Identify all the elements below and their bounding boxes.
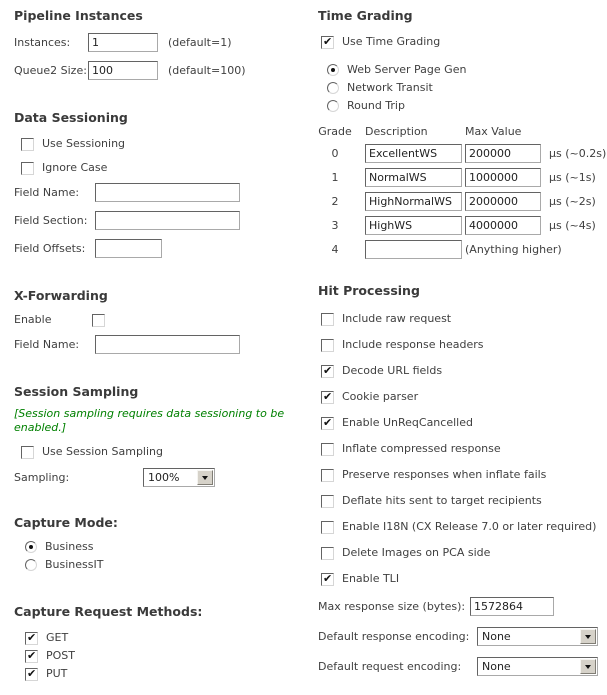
preserve-responses-checkbox[interactable]: [321, 469, 334, 482]
grade-1-max-input[interactable]: [465, 168, 541, 187]
method-get-checkbox[interactable]: [25, 632, 38, 645]
enable-i18n-label: Enable I18N (CX Release 7.0 or later required): [342, 520, 597, 533]
use-sessioning-label: Use Sessioning: [42, 137, 126, 150]
grade-0-unit: µs (~0.2s): [549, 146, 607, 160]
section-title-data-sessioning: Data Sessioning: [14, 110, 128, 125]
field-name-row: [14, 183, 312, 202]
cookie-parser-label: Cookie parser: [342, 390, 419, 403]
enable-unreqcancelled-label: Enable UnReqCancelled: [342, 416, 473, 429]
grade-0-number: 0: [331, 146, 339, 160]
delete-images-pca-label: Delete Images on PCA side: [342, 546, 491, 559]
grade-1-description-input[interactable]: [365, 168, 462, 187]
enable-tli-checkbox[interactable]: [321, 573, 334, 586]
include-raw-request-label: Include raw request: [342, 312, 452, 325]
grade-row-1: [318, 168, 607, 187]
use-time-grading-label: Use Time Grading: [342, 35, 441, 48]
capture-mode-business-radio[interactable]: [25, 541, 37, 553]
description-header: Description: [365, 125, 428, 138]
enable-unreqcancelled-checkbox[interactable]: [321, 417, 334, 430]
section-title-time-grading: Time Grading: [318, 8, 413, 23]
right-column: [318, 0, 607, 676]
preserve-responses-label: Preserve responses when inflate fails: [342, 468, 547, 481]
grade-0-description-input[interactable]: [365, 144, 462, 163]
enable-tli-label: Enable TLI: [342, 572, 400, 585]
grade-4-description-input[interactable]: [365, 240, 462, 259]
hit-check-row-4: [321, 416, 607, 430]
grading-web-server-label: Web Server Page Gen: [347, 63, 467, 76]
grade-3-unit: µs (~4s): [549, 218, 596, 232]
method-get-label: GET: [46, 631, 69, 644]
hit-check-row-5: [321, 442, 607, 456]
chevron-down-icon: [580, 659, 596, 674]
hit-check-row-6: [321, 468, 607, 482]
max-response-size-input[interactable]: [470, 597, 554, 616]
field-name-input[interactable]: [95, 183, 240, 202]
hit-check-row-2: [321, 364, 607, 378]
field-offsets-row: [14, 239, 312, 258]
grade-1-unit: µs (~1s): [549, 170, 596, 184]
method-post-checkbox[interactable]: [25, 650, 38, 663]
grade-header: Grade: [318, 125, 352, 138]
grading-round-trip-radio[interactable]: [327, 100, 339, 112]
grading-type-roundtrip-row: [327, 99, 607, 113]
use-time-grading-checkbox[interactable]: [321, 36, 334, 49]
field-section-label: Field Section:: [14, 213, 88, 227]
hit-check-row-1: [321, 338, 607, 352]
max-value-header: Max Value: [465, 125, 522, 138]
default-response-encoding-value: None: [482, 630, 511, 643]
queue2-size-label: Queue2 Size:: [14, 63, 87, 77]
default-request-encoding-select[interactable]: [477, 657, 598, 676]
field-section-input[interactable]: [95, 211, 240, 230]
hit-check-row-10: [321, 572, 607, 586]
grading-type-web-row: [327, 63, 607, 77]
decode-url-fields-checkbox[interactable]: [321, 365, 334, 378]
grade-row-0: [318, 144, 607, 163]
grade-2-unit: µs (~2s): [549, 194, 596, 208]
section-title-capture-request-methods: Capture Request Methods:: [14, 604, 203, 619]
hit-check-row-9: [321, 546, 607, 560]
instances-label: Instances:: [14, 35, 71, 49]
decode-url-fields-label: Decode URL fields: [342, 364, 443, 377]
section-title-hit-processing: Hit Processing: [318, 283, 420, 298]
grade-row-3: [318, 216, 607, 235]
section-title-capture-mode: Capture Mode:: [14, 515, 118, 530]
session-sampling-note: [Session sampling requires data sessioning to be enabled.]: [14, 407, 285, 434]
grading-round-trip-label: Round Trip: [347, 99, 405, 112]
grading-network-transit-radio[interactable]: [327, 82, 339, 94]
instances-row: [14, 33, 312, 52]
hit-check-row-7: [321, 494, 607, 508]
default-request-encoding-row: [318, 657, 607, 676]
section-title-session-sampling: Session Sampling: [14, 384, 139, 399]
grading-type-network-row: [327, 81, 607, 95]
default-request-encoding-value: None: [482, 660, 511, 673]
method-post-label: POST: [46, 649, 75, 662]
field-offsets-label: Field Offsets:: [14, 241, 86, 255]
use-sessioning-row: [21, 137, 312, 151]
include-raw-request-checkbox[interactable]: [321, 313, 334, 326]
default-response-encoding-label: Default response encoding:: [318, 629, 470, 643]
grade-3-max-input[interactable]: [465, 216, 541, 235]
instances-default-hint: (default=1): [168, 35, 232, 49]
ignore-case-label: Ignore Case: [42, 161, 108, 174]
sampling-selected-value: 100%: [148, 471, 180, 484]
deflate-hits-label: Deflate hits sent to target recipients: [342, 494, 542, 507]
method-put-label: PUT: [46, 667, 68, 680]
left-column: [14, 0, 312, 681]
queue2-size-row: [14, 61, 312, 80]
xforward-field-name-row: [14, 335, 312, 354]
sampling-select[interactable]: [143, 468, 215, 487]
grade-table-header: [318, 125, 607, 139]
use-session-sampling-label: Use Session Sampling: [42, 445, 163, 458]
hit-check-row-8: [321, 520, 607, 534]
grade-2-max-input[interactable]: [465, 192, 541, 211]
capture-mode-business-label: Business: [45, 540, 94, 553]
method-get-row: [25, 631, 312, 645]
sampling-label: Sampling:: [14, 470, 70, 484]
grade-row-4: [318, 240, 607, 259]
method-post-row: [25, 649, 312, 663]
method-put-row: [25, 667, 312, 681]
capture-mode-businessit-row: [25, 558, 312, 572]
queue2-default-hint: (default=100): [168, 63, 246, 77]
grade-2-number: 2: [331, 194, 339, 208]
ignore-case-row: [21, 161, 312, 175]
grade-4-note: (Anything higher): [465, 242, 562, 256]
xforward-enable-checkbox[interactable]: [92, 314, 105, 327]
grading-network-transit-label: Network Transit: [347, 81, 433, 94]
instances-input[interactable]: [88, 33, 158, 52]
xforward-enable-row: [14, 313, 312, 327]
field-offsets-input[interactable]: [95, 239, 162, 258]
chevron-down-icon: [580, 629, 596, 644]
queue2-size-input[interactable]: [88, 61, 158, 80]
ignore-case-checkbox[interactable]: [21, 162, 34, 175]
inflate-compressed-response-label: Inflate compressed response: [342, 442, 501, 455]
grade-3-number: 3: [331, 218, 339, 232]
xforward-enable-label: Enable: [14, 313, 52, 326]
inflate-compressed-response-checkbox[interactable]: [321, 443, 334, 456]
use-session-sampling-checkbox[interactable]: [21, 446, 34, 459]
default-request-encoding-label: Default request encoding:: [318, 659, 462, 673]
xforward-field-name-label: Field Name:: [14, 337, 80, 351]
sampling-row: [14, 468, 312, 487]
grade-1-number: 1: [331, 170, 339, 184]
default-response-encoding-row: [318, 627, 607, 646]
field-name-label: Field Name:: [14, 185, 80, 199]
delete-images-pca-checkbox[interactable]: [321, 547, 334, 560]
grade-4-number: 4: [331, 242, 339, 256]
use-session-sampling-row: [21, 445, 312, 459]
grade-2-description-input[interactable]: [365, 192, 462, 211]
section-title-x-forwarding: X-Forwarding: [14, 288, 108, 303]
deflate-hits-checkbox[interactable]: [321, 495, 334, 508]
section-title-pipeline-instances: Pipeline Instances: [14, 8, 143, 23]
grade-3-description-input[interactable]: [365, 216, 462, 235]
field-section-row: [14, 211, 312, 230]
max-response-size-label: Max response size (bytes):: [318, 599, 466, 613]
include-response-headers-label: Include response headers: [342, 338, 484, 351]
enable-i18n-checkbox[interactable]: [321, 521, 334, 534]
method-put-checkbox[interactable]: [25, 668, 38, 681]
use-sessioning-checkbox[interactable]: [21, 138, 34, 151]
include-response-headers-checkbox[interactable]: [321, 339, 334, 352]
chevron-down-icon: [197, 470, 213, 485]
cookie-parser-checkbox[interactable]: [321, 391, 334, 404]
xforward-field-name-input[interactable]: [95, 335, 240, 354]
hit-check-row-0: [321, 312, 607, 326]
capture-mode-businessit-label: BusinessIT: [45, 558, 104, 571]
grade-row-2: [318, 192, 607, 211]
capture-mode-business-row: [25, 540, 312, 554]
hit-check-row-3: [321, 390, 607, 404]
default-response-encoding-select[interactable]: [477, 627, 598, 646]
max-response-size-row: [318, 597, 607, 616]
use-time-grading-row: [321, 35, 607, 49]
grading-web-server-radio[interactable]: [327, 64, 339, 76]
grade-0-max-input[interactable]: [465, 144, 541, 163]
capture-mode-businessit-radio[interactable]: [25, 559, 37, 571]
